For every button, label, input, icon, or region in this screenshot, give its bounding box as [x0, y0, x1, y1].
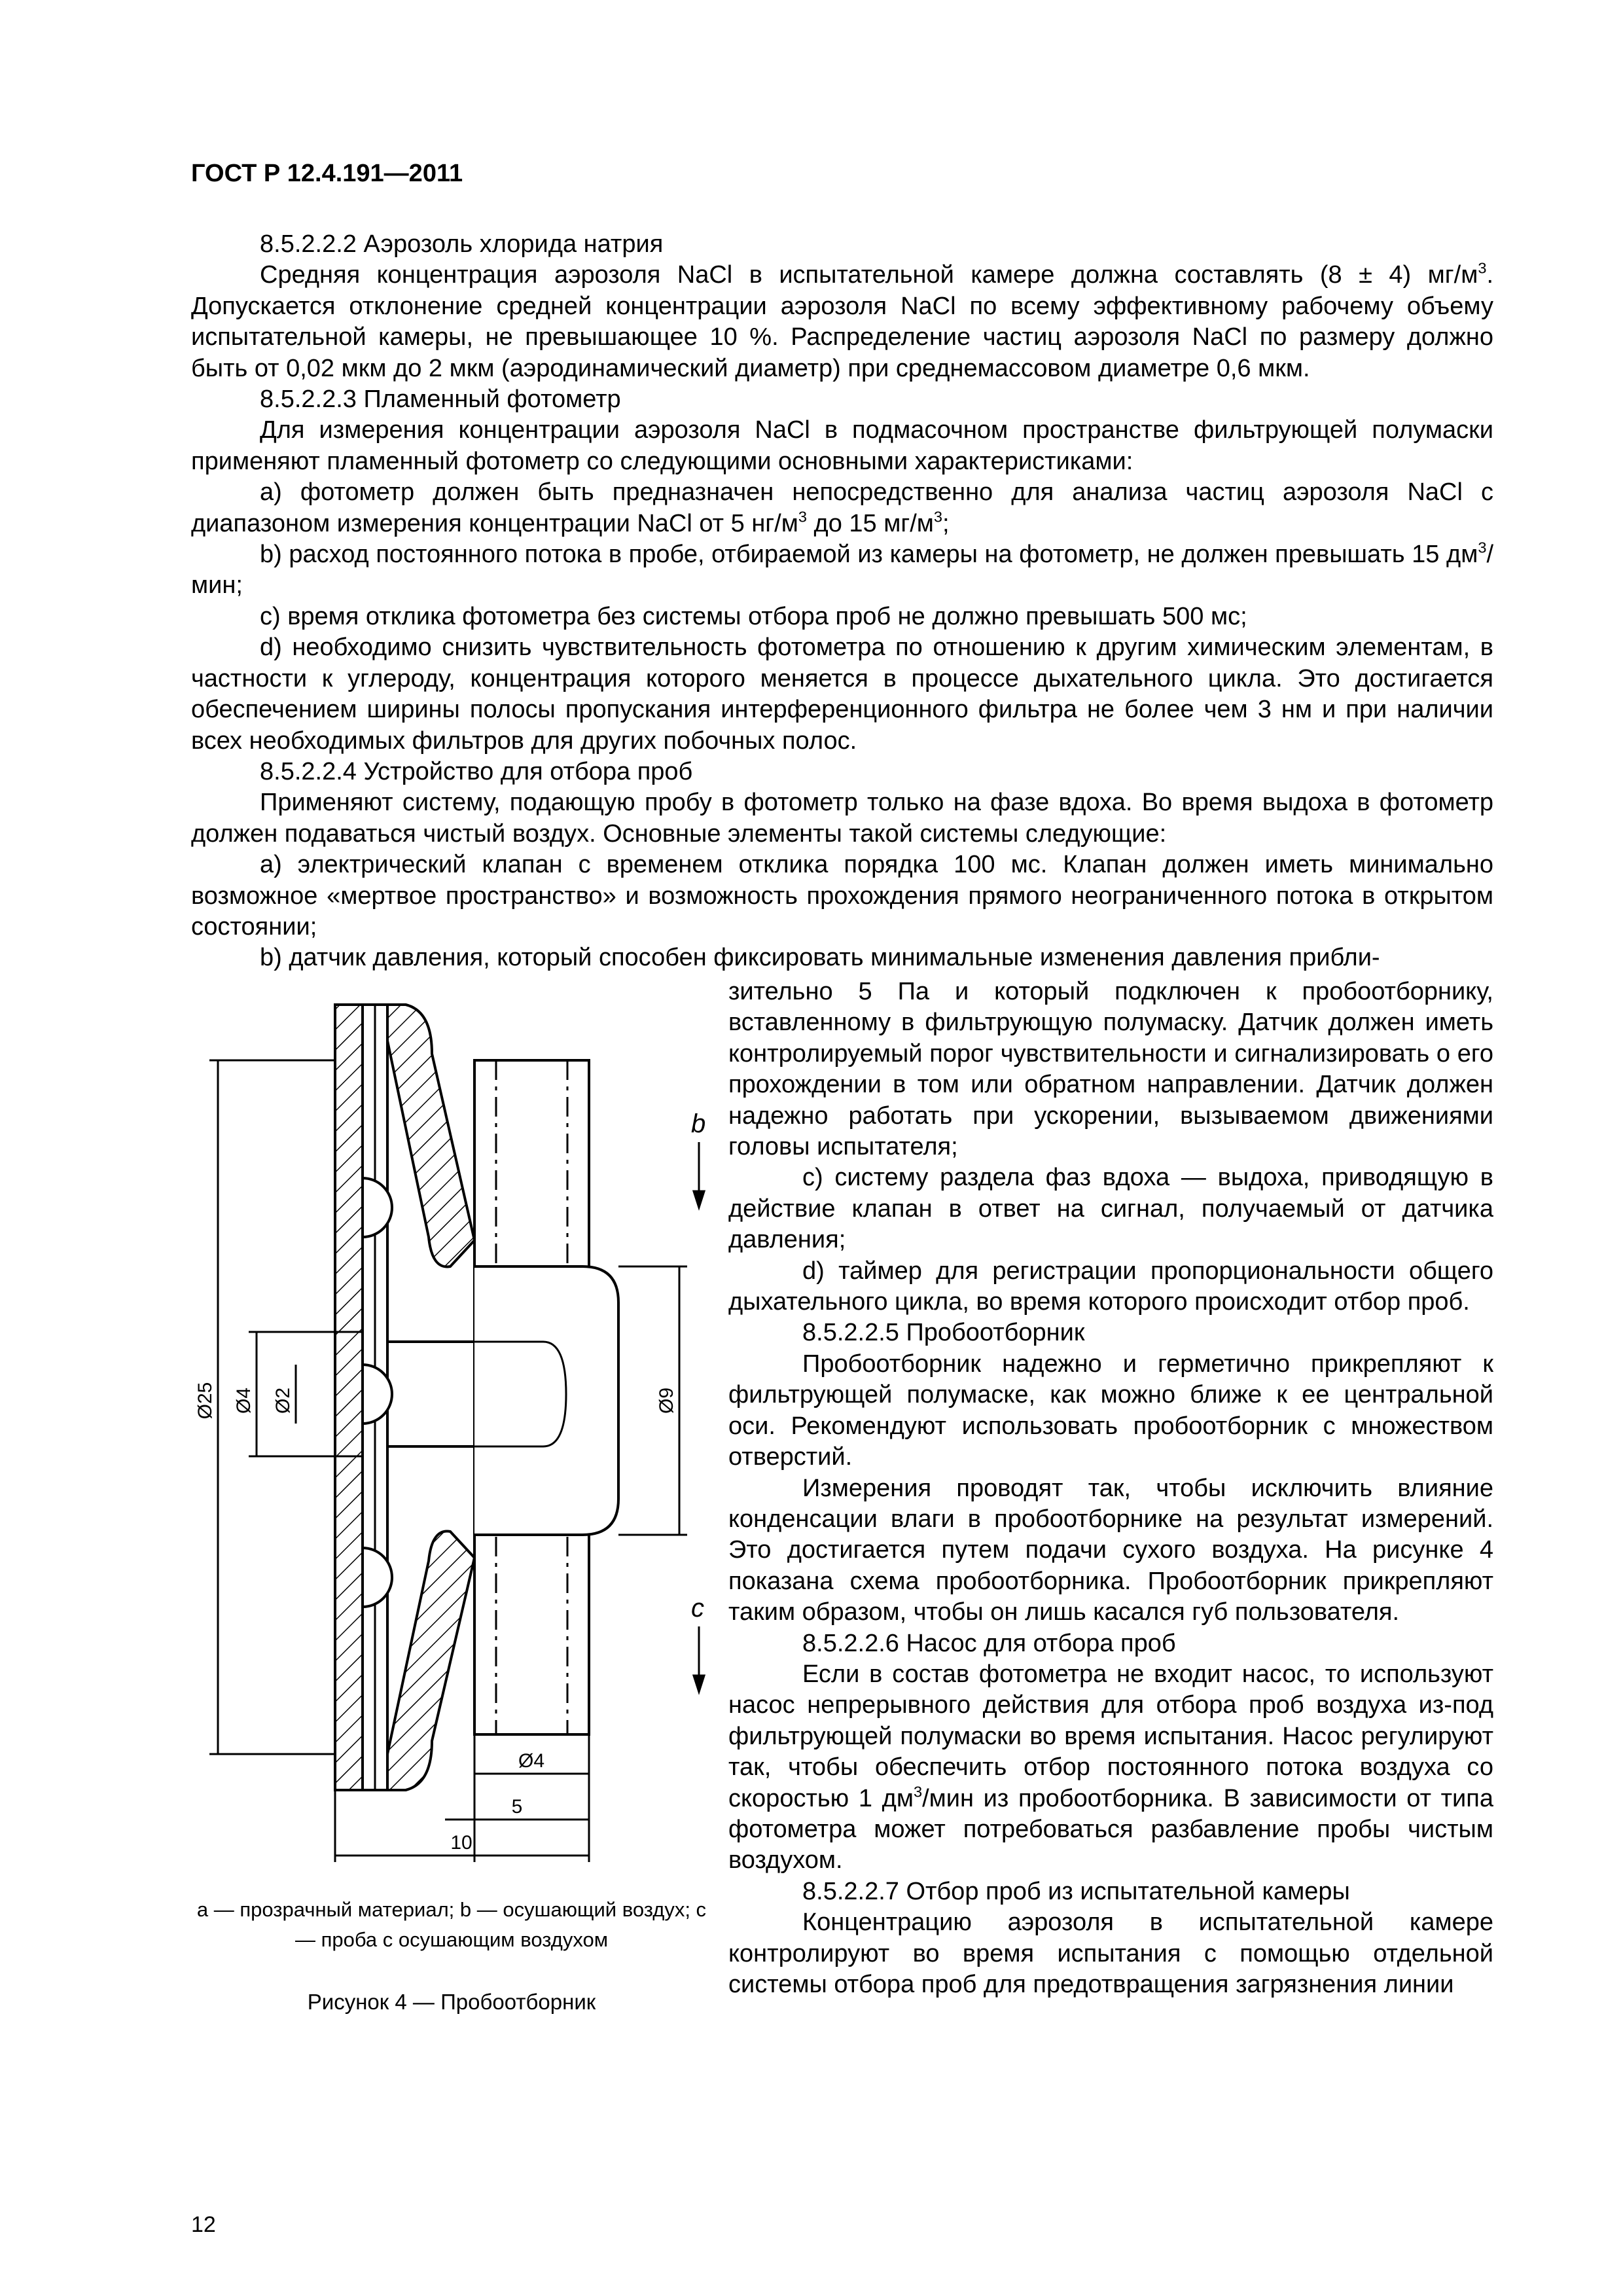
paragraph-pump-2: /мин из пробоотборника. В зависимости от типа фотометра может потребоваться разбавление пробы чистым воздухом.: [728, 1784, 1493, 1874]
list-item-sampler-b-start: b) датчик давления, который способен фиксировать минимальные изменения давления прибли-: [260, 944, 1380, 972]
list-item-sampler-a: а) электрический клапан с временем отклика порядка 100 мс. Клапан должен иметь минимально возможное «мертвое пространство» и возможность прохождения прямого неограниченного потока в открытом состоянии;: [191, 851, 1493, 941]
sup-3: 3: [1478, 259, 1487, 277]
dim-4-bottom: Ø4: [518, 1750, 545, 1772]
paragraph-aerosol: [191, 260, 1493, 384]
dim-10: 10: [450, 1832, 473, 1854]
paragraph-aerosol-a: Средняя концентрация аэрозоля NaCl в испытательной камере должна составлять (8 ± 4) мг/м: [260, 261, 1478, 289]
left-plate: [335, 1005, 363, 1790]
paragraph-pump-1: Если в состав фотометра не входит насос, то используют насос непрерывного действия для отбора проб воздуха из-под фильтрующей полумаски во время испытания. Насос регулируют так, чтобы обеспечить отбор постоянного потока воздуха со скоростью 1 дм: [728, 1660, 1493, 1812]
section-title-sampler: 8.5.2.2.4 Устройство для отбора проб: [260, 757, 693, 785]
dim-25: Ø25: [194, 1382, 216, 1420]
paragraph-probe-2: Измерения проводят так, чтобы исключить влияние конденсации влаги в пробоотборнике на результат измерений. Это достигается путем подачи сухого воздуха. На рисунке 4 показана схема пробоотборника. Пробоотборник прикрепляют таким образом, чтобы он лишь касался губ пользователя.: [728, 1474, 1493, 1626]
list-item-a-1: а) фотометр должен быть предназначен непосредственно для анализа частиц аэрозоля NaCl с диапазоном измерения концентрации NaCl от 5 нг/м: [191, 478, 1493, 537]
section-title-probe: 8.5.2.2.5 Пробоотборник: [802, 1319, 1085, 1347]
sup-3: 3: [798, 508, 807, 526]
sup-3: 3: [933, 508, 942, 526]
paragraph-pump: [728, 1659, 1493, 1876]
main-text-top: [191, 229, 1493, 974]
main-text-right-column: [728, 977, 1493, 2000]
list-item-d: d) необходимо снизить чувствительность фотометра по отношению к другим химическим элементам, в частности к углероду, концентрация которого меняется в процессе дыхательного цикла. Это достигается обеспечением ширины полосы пропускания интерференционного фильтра не более чем 3 нм и при наличии всех необходимых фильтров для других побочных полос.: [191, 634, 1493, 755]
tube-bulge: [474, 1266, 618, 1535]
document-header: ГОСТ Р 12.4.191—2011: [191, 160, 463, 187]
paragraph-chamber: Концентрацию аэрозоля в испытательной камере контролируют во время испытания с помощью отдельной системы отбора проб для предотвращения загрязнения линии: [728, 1909, 1493, 1998]
list-item-sampler-c: с) систему раздела фаз вдоха — выдоха, приводящую в действие клапан в ответ на сигнал, получаемый от датчика давления;: [728, 1164, 1493, 1254]
label-c: c: [691, 1594, 704, 1623]
lower-wedge: [387, 1532, 474, 1790]
list-item-b-1: b) расход постоянного потока в пробе, отбираемой из камеры на фотометр, не должен превышать 15 дм: [260, 541, 1478, 569]
figure-caption: а — прозрачный материал; b — осушающий воздух; с — проба с осушающим воздухом: [196, 1898, 707, 1951]
page-number: 12: [191, 2212, 216, 2237]
label-b: b: [691, 1109, 706, 1138]
paragraph-aerosol-b: . Допускается отклонение средней концентрации аэрозоля NaCl по всему эффективному рабочему объему испытательной камеры, не превышающее 10 %. Распределение частиц аэрозоля NaCl по размеру должно быть от 0,02 мкм до 2 мкм (аэродинамический диаметр) при среднемассовом диаметре 0,6 мкм.: [191, 261, 1493, 382]
list-item-a-3: ;: [942, 509, 950, 537]
list-item-b: [191, 539, 1493, 601]
paragraph-sampler: Применяют систему, подающую пробу в фотометр только на фазе вдоха. Во время выдоха в фотометр должен подаваться чистый воздух. Основные элементы такой системы следующие:: [191, 789, 1493, 848]
sup-3: 3: [1478, 539, 1487, 556]
sup-3: 3: [913, 1782, 923, 1800]
list-item-b-2: /мин;: [191, 541, 1493, 600]
dim-9: Ø9: [656, 1387, 677, 1414]
paragraph-photometer: Для измерения концентрации аэрозоля NaCl в подмасочном пространстве фильтрующей полумаски применяют пламенный фотометр со следующими основными характеристиками:: [191, 416, 1493, 475]
paragraph-probe-1: Пробоотборник надежно и герметично прикрепляют к фильтрующей полумаске, как можно ближе к ее центральной оси. Рекомендуют использовать пробоотборник с множеством отверстий.: [728, 1350, 1493, 1471]
list-item-a: [191, 477, 1493, 539]
upper-wedge: [387, 1005, 474, 1266]
section-title-chamber: 8.5.2.2.7 Отбор проб из испытательной камеры: [802, 1877, 1350, 1905]
section-title-aerosol: 8.5.2.2.2 Аэрозоль хлорида натрия: [260, 230, 664, 258]
list-item-c: с) время отклика фотометра без системы отбора проб не должно превышать 500 мс;: [260, 602, 1247, 630]
figure-title: Рисунок 4 — Пробоотборник: [307, 1990, 596, 2014]
list-item-sampler-b-cont: зительно 5 Па и который подключен к пробоотборнику, вставленному в фильтрующую полумаску. Датчик должен иметь контролируемый порог чувствительности и сигнализировать о его прохождении в том или обратном направлении. Датчик должен надежно работать при ускорении, вызываемом движениями головы испытателя;: [728, 978, 1493, 1161]
dim-2: Ø2: [272, 1387, 294, 1414]
list-item-a-2: до 15 мг/м: [806, 509, 934, 537]
dim-4: Ø4: [233, 1387, 255, 1414]
list-item-sampler-d: d) таймер для регистрации пропорциональности общего дыхательного цикла, во время которого происходит отбор проб.: [728, 1257, 1493, 1316]
dim-5: 5: [511, 1796, 523, 1818]
section-title-pump: 8.5.2.2.6 Насос для отбора проб: [802, 1629, 1176, 1657]
probe-drawing: [335, 1005, 618, 1790]
section-title-photometer: 8.5.2.2.3 Пламенный фотометр: [260, 386, 621, 414]
figure-probe-drawing: [190, 988, 713, 1878]
